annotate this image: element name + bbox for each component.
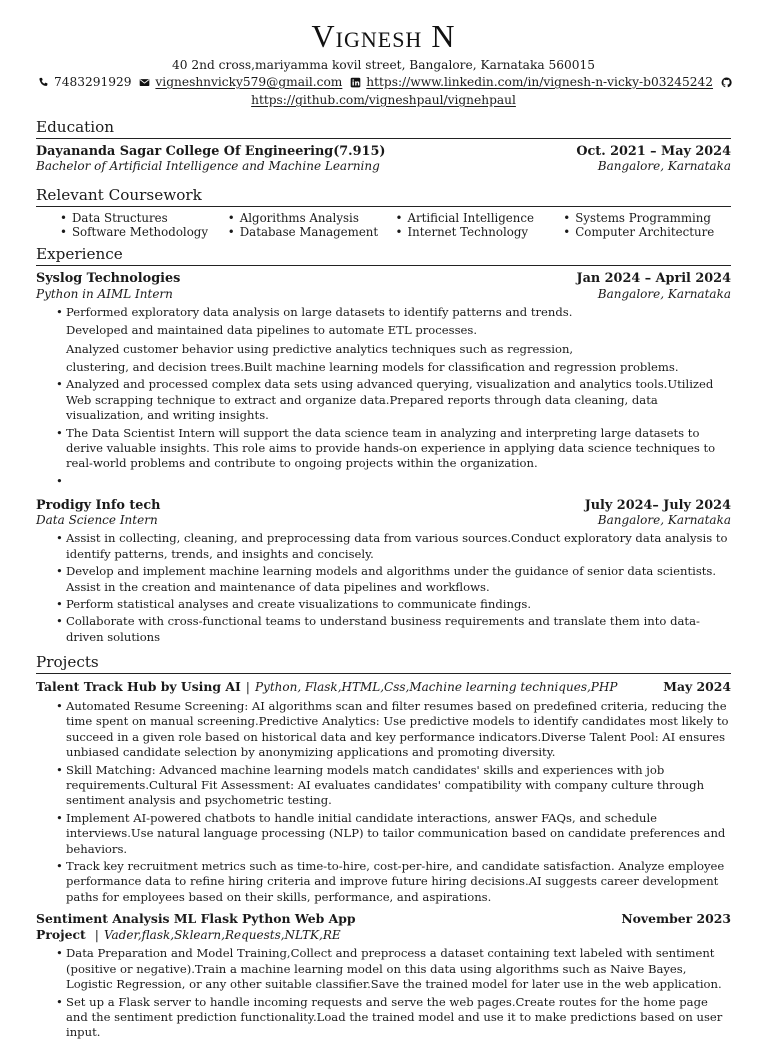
bullet-item: • The Data Scientist Intern will support the data science team in analyzing and interpreting large datasets to derive valuable insights. This role aims to provide hands-on experience in applying data science techniques to real-world problems and contribute to ongoing projects within the organization. bbox=[66, 426, 731, 472]
section-title-projects: Projects bbox=[36, 653, 731, 674]
school-name: Dayananda Sagar College Of Engineering(7.915) bbox=[36, 143, 386, 159]
company-name: Prodigy Info tech bbox=[36, 497, 161, 513]
github-icon bbox=[721, 77, 732, 88]
bullet-item: • Automated Resume Screening: AI algorithms scan and filter resumes based on predefined criteria, reducing the time spent on manual screening.Predictive Analytics: Use predictive models to identify candidates most likely to succeed in a given role based on historical data and key performance indicators.Diverse Talent Pool: AI ensures unbiased candidate selection by anonymizing applications and promoting diversity. bbox=[66, 699, 731, 761]
project-separator: | bbox=[94, 926, 99, 942]
project-separator: | bbox=[245, 679, 250, 695]
project-name: Talent Track Hub by Using AI bbox=[36, 679, 241, 695]
bullet-item: • Assist in collecting, cleaning, and preprocessing data from various sources.Conduct exploratory data analysis to identify patterns, trends, and insights and concisely. bbox=[66, 531, 731, 562]
project-date: November 2023 bbox=[621, 911, 731, 927]
bullet-item: • Skill Matching: Advanced machine learning models match candidates' skills and experiences with job requirements.Cultural Fit Assessment: AI evaluates candidates' compatibility with company culture through sentiment analysis and psychometric testing. bbox=[66, 763, 731, 809]
coursework-item: • Computer Architecture bbox=[563, 226, 731, 240]
linkedin-contact[interactable] bbox=[350, 75, 713, 90]
section-title-education: Education bbox=[36, 118, 731, 139]
bullet-line: Developed and maintained data pipelines to automate ETL processes. bbox=[66, 323, 478, 338]
project-bullets bbox=[36, 699, 731, 905]
address: 40 2nd cross,mariyamma kovil street, Bangalore, Karnataka 560015 bbox=[172, 58, 595, 72]
linkedin-icon bbox=[350, 77, 361, 88]
education-location: Bangalore, Karnataka bbox=[597, 159, 731, 174]
bullet-item: • Set up a Flask server to handle incoming requests and serve the web pages.Create routes for the home page and the sentiment prediction functionality.Load the trained model and use it to make predictions based on user input. bbox=[66, 995, 731, 1041]
section-title-coursework: Relevant Coursework bbox=[36, 186, 731, 207]
contact-line bbox=[36, 75, 731, 92]
coursework-column bbox=[228, 212, 396, 239]
coursework-item: • Data Structures bbox=[60, 212, 228, 226]
education-entry-subheader bbox=[36, 159, 731, 174]
job-role: Data Science Intern bbox=[36, 513, 158, 528]
resume-header bbox=[36, 16, 731, 109]
job-bullets bbox=[36, 305, 731, 489]
email-icon bbox=[139, 77, 150, 88]
bullet-line: Analyzed customer behavior using predictive analytics techniques such as regression, bbox=[66, 341, 574, 356]
phone-number: 7483291929 bbox=[54, 75, 132, 89]
project-name: Sentiment Analysis ML Flask Python Web App Project bbox=[36, 911, 356, 942]
bullet-item: • Perform statistical analyses and create visualizations to communicate findings. bbox=[66, 597, 731, 612]
job-bullets bbox=[36, 531, 731, 645]
section-title-experience: Experience bbox=[36, 245, 731, 266]
phone-contact bbox=[38, 75, 132, 90]
github-link[interactable]: https://github.com/vigneshpaul/vignehpaul bbox=[251, 93, 516, 107]
coursework-item: • Artificial Intelligence bbox=[396, 212, 564, 226]
coursework-item: • Software Methodology bbox=[60, 226, 228, 240]
education-dates: Oct. 2021 – May 2024 bbox=[576, 143, 731, 159]
resume-page bbox=[36, 16, 731, 1043]
company-name: Syslog Technologies bbox=[36, 271, 181, 287]
project-bullets bbox=[36, 946, 731, 1040]
bullet-line: clustering, and decision trees.Built machine learning models for classification and regression problems. bbox=[66, 360, 679, 374]
coursework-item: • Database Management bbox=[228, 226, 396, 240]
job-location: Bangalore, Karnataka bbox=[597, 286, 731, 301]
project-tech: Vader,flask,Sklearn,Requests,NLTK,RE bbox=[103, 927, 341, 942]
bullet-item: • Develop and implement machine learning models and algorithms under the guidance of senior data scientists. Assist in the creation and maintenance of data pipelines and workflows. bbox=[66, 564, 731, 595]
email-link[interactable]: vigneshnvicky579@gmail.com bbox=[155, 75, 343, 89]
project-tech: Python, Flask,HTML,Css,Machine learning techniques,PHP bbox=[254, 680, 618, 695]
bullet-line: • Performed exploratory data analysis on large datasets to identify patterns and trends. bbox=[66, 304, 573, 319]
github-contact[interactable] bbox=[721, 77, 737, 88]
project-title-line bbox=[36, 679, 617, 696]
bullet-item bbox=[66, 305, 731, 376]
education-entry-header bbox=[36, 144, 731, 160]
job-dates: Jan 2024 – April 2024 bbox=[576, 271, 731, 287]
bullet-item: • Data Preparation and Model Training,Collect and preprocess a dataset containing text labeled with sentiment (positive or negative).Train a machine learning model on this data using algorithms such as Naive Bayes, Logistic Regression, or any other suitable classifier.Save the trained model for later use in the web application. bbox=[66, 946, 731, 992]
job-dates: July 2024– July 2024 bbox=[584, 497, 731, 513]
project-header bbox=[36, 911, 731, 943]
bullet-item: • Track key recruitment metrics such as time-to-hire, cost-per-hire, and candidate satisfaction. Analyze employee performance data to refine hiring criteria and improve future hiring decisions.AI suggests career development paths for employees based on their skills, performance, and aspirations. bbox=[66, 859, 731, 905]
coursework-item: • Systems Programming bbox=[563, 212, 731, 226]
job-subheader bbox=[36, 287, 731, 302]
project-header bbox=[36, 679, 731, 696]
bullet-item-empty bbox=[66, 474, 731, 489]
linkedin-link[interactable]: https://www.linkedin.com/in/vignesh-n-vicky-b03245242 bbox=[366, 75, 714, 89]
coursework-column bbox=[563, 212, 731, 239]
coursework-column bbox=[60, 212, 228, 239]
coursework-column bbox=[396, 212, 564, 239]
degree: Bachelor of Artificial Intelligence and Machine Learning bbox=[36, 159, 380, 174]
candidate-name: Vignesh N bbox=[311, 18, 456, 54]
bullet-item: • Collaborate with cross-functional teams to understand business requirements and translate them into data-driven solutions bbox=[66, 614, 731, 645]
project-date: May 2024 bbox=[663, 679, 731, 695]
project-title-line bbox=[36, 911, 621, 943]
job-role: Python in AIML Intern bbox=[36, 286, 173, 301]
job-header bbox=[36, 271, 731, 287]
email-contact[interactable] bbox=[139, 75, 342, 90]
coursework-item: • Algorithms Analysis bbox=[228, 212, 396, 226]
job-subheader bbox=[36, 513, 731, 528]
coursework-grid bbox=[60, 212, 731, 239]
coursework-item: • Internet Technology bbox=[396, 226, 564, 240]
job-location: Bangalore, Karnataka bbox=[597, 513, 731, 528]
bullet-item: • Implement AI-powered chatbots to handle initial candidate interactions, answer FAQs, and schedule interviews.Use natural language processing (NLP) to tailor communication based on candidate preferences and behaviors. bbox=[66, 811, 731, 857]
job-header bbox=[36, 498, 731, 514]
bullet-item: • Analyzed and processed complex data sets using advanced querying, visualization and analytics tools.Utilized Web scrapping technique to extract and organize data.Prepared reports through data cleaning, data visualization, and writing insights. bbox=[66, 377, 731, 423]
phone-icon bbox=[38, 77, 49, 88]
